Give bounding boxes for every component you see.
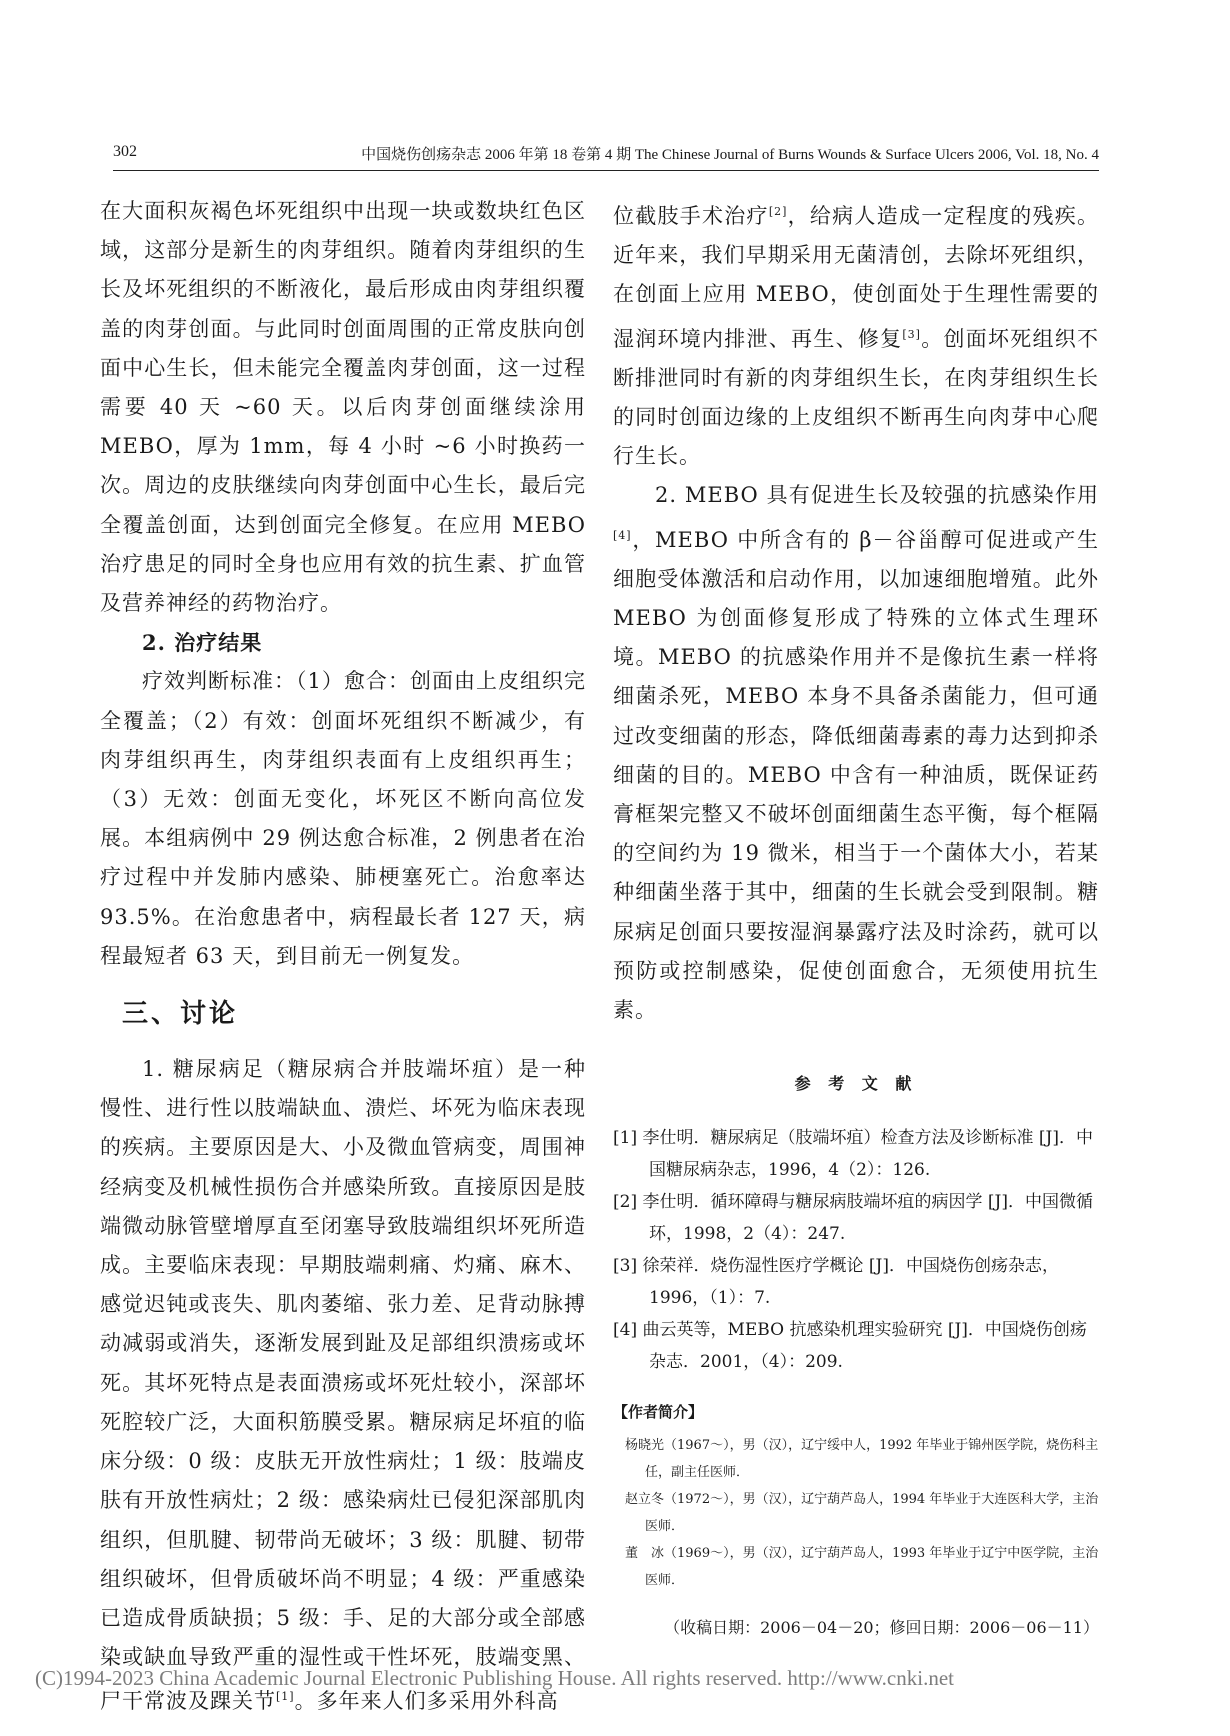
right-column xyxy=(613,192,1099,1640)
page-number: 302 xyxy=(113,143,137,160)
citation-3: [3] xyxy=(902,327,921,341)
reference-item: [3] 徐荣祥．烧伤湿性医疗学概论 [J]．中国烧伤创疡杂志，1996，（1）：7. xyxy=(613,1256,1059,1309)
page-header xyxy=(113,143,1099,169)
paragraph-treatment-process: 在大面积灰褐色坏死组织中出现一块或数块红色区域，这部分是新生的肉芽组织。随着肉芽组织的生长及坏死组织的不断液化，最后形成由肉芽组织覆盖的肉芽创面。与此同时创面周围的正常皮肤向创面中心生长，但未能完全覆盖肉芽创面，这一过程需要 40 天 ~60 天。以后肉芽创面继续涂用 MEBO，厚为 1mm，每 4 小时 ~6 小时换药一次。周边的皮肤继续向肉芽创面中心生长，最后完全覆盖创面，达到创面完全修复。在应用 MEBO 治疗患足的同时全身也应用有效的抗生素、扩血管及营养神经的药物治疗。 xyxy=(100,199,586,616)
reference-item: [4] 曲云英等，MEBO 抗感染机理实验研究 [J]．中国烧伤创疡杂志．2001，（4）：209. xyxy=(613,1320,1087,1373)
paragraph-discussion-2 xyxy=(613,476,1099,1030)
reference-item: [2] 李仕明．循环障碍与糖尿病肢端坏疽的病因学 [J]．中国微循环，1998，2（4）：247. xyxy=(613,1192,1093,1245)
left-column xyxy=(100,192,586,1722)
discussion-1-text: 1. 糖尿病足（糖尿病合并肢端坏疽）是一种慢性、进行性以肢端缺血、溃烂、坏死为临床表现的疾病。主要原因是大、小及微血管病变，周围神经病变及机械性损伤合并感染所致。直接原因是肢端微动脉管壁增厚直至闭塞导致肢端组织坏死所造成。主要临床表现：早期肢端刺痛、灼痛、麻木、感觉迟钝或丧失、肌肉萎缩、张力差、足背动脉搏动减弱或消失，逐渐发展到趾及足部组织溃疡或坏死。其坏死特点是表面溃疡或坏死灶较小，深部坏死腔较广泛，大面积筋膜受累。糖尿病足坏疽的临床分级：0 级：皮肤无开放性病灶；1 级：肢端皮肤有开放性病灶；2 级：感染病灶已侵犯深部肌肉组织，但肌腱、韧带尚无破坏；3 级：肌腱、韧带组织破坏，但骨质破坏尚不明显；4 级：严重感染已造成骨质缺损；5 级：手、足的大部分或全部感染或缺血导致严重的湿性或干性坏死，肢端变黑、尸干常波及踝关节 xyxy=(100,1057,586,1714)
discussion-1-tail: 。多年来人们多采用外科高 xyxy=(294,1689,559,1714)
running-title: 中国烧伤创疡杂志 2006 年第 18 卷第 4 期 The Chinese Journal of Burns Wounds & Surface Ulcers 2006, Vol. 18, No. 4 xyxy=(361,147,1099,163)
citation-1: [1] xyxy=(276,1690,295,1704)
citation-4: [4] xyxy=(613,528,632,542)
author-entry: 杨晓光（1967～），男（汉），辽宁绥中人，1992 年毕业于锦州医学院，烧伤科主任，副主任医师． xyxy=(625,1438,1099,1481)
references-title: 参 考 文 献 xyxy=(794,1074,918,1094)
discussion-cont-c: 。创面坏死组织不断排泄同时有新的肉芽组织生长，在肉芽组织生长的同时创面边缘的上皮组织不断再生向肉芽中心爬行生长。 xyxy=(613,326,1100,469)
header-rule xyxy=(113,170,1099,171)
discussion-2-b: ，MEBO 中所含有的 β－谷甾醇可促进或产生细胞受体激活和启动作用，以加速细胞增殖。此外 MEBO 为创面修复形成了特殊的立体式生理环境。MEBO 的抗感染作用并不是像抗生素一样将细菌杀死，MEBO 本身不具备杀菌能力，但可通过改变细菌的形态，降低细菌毒素的毒力达到抑杀细菌的目的。MEBO 中含有一种油质，既保证药膏框架完整又不破坏创面细菌生态平衡，每个框隔的空间约为 19 微米，相当于一个菌体大小，若某种细菌坐落于其中，细菌的生长就会受到限制。糖尿病足创面只要按湿润暴露疗法及时涂药，就可以预防或控制感染，促使创面愈合，无须使用抗生素。 xyxy=(613,527,1099,1023)
citation-2: [2] xyxy=(768,205,788,218)
subheading-results: 2. 治疗结果 xyxy=(142,630,263,656)
section-title-discussion: 三、讨论 xyxy=(122,999,239,1030)
received-dates: （收稿日期：2006－04－20；修回日期：2006－06－11） xyxy=(664,1618,1099,1638)
discussion-cont-b: ，给病人造成一定程度的残疾。近年来，我们早期采用无菌清创，去除坏死组织，在创面上应用 MEBO，使创面处于生理性需要的湿润环境内排泄、再生、修复 xyxy=(613,204,1100,351)
author-entry: 赵立冬（1972～），男（汉），辽宁葫芦岛人，1994 年毕业于大连医科大学，主治医师． xyxy=(625,1492,1099,1535)
author-info-title: 【作者简介】 xyxy=(613,1403,704,1422)
paragraph-results: 疗效判断标准：（1）愈合：创面由上皮组织完全覆盖；（2）有效：创面坏死组织不断减少，有肉芽组织再生，肉芽组织表面有上皮组织再生；（3）无效：创面无变化，坏死区不断向高位发展。本组病例中 29 例达愈合标准，2 例患者在治疗过程中并发肺内感染、肺梗塞死亡。治愈率达 93.5%。在治愈患者中，病程最长者 127 天，病程最短者 63 天，到目前无一例复发。 xyxy=(100,669,586,968)
reference-item: [1] 李仕明．糖尿病足（肢端坏疽）检查方法及诊断标准 [J]．中国糖尿病杂志，1996，4（2）：126. xyxy=(613,1128,1093,1181)
paragraph-discussion-1 xyxy=(100,1050,586,1721)
discussion-cont-a: 位截肢手术治疗 xyxy=(613,204,769,228)
author-entry: 董 冰（1969～），男（汉），辽宁葫芦岛人，1993 年毕业于辽宁中医学院，主治医师． xyxy=(625,1546,1099,1589)
copyright-footer: (C)1994-2023 China Academic Journal Electronic Publishing House. All rights reserved. http://www.cnki.net xyxy=(35,1666,954,1690)
discussion-2-a: 2. MEBO 具有促进生长及较强的抗感染作用 xyxy=(655,483,1099,508)
paragraph-discussion-1-cont xyxy=(613,192,1099,476)
